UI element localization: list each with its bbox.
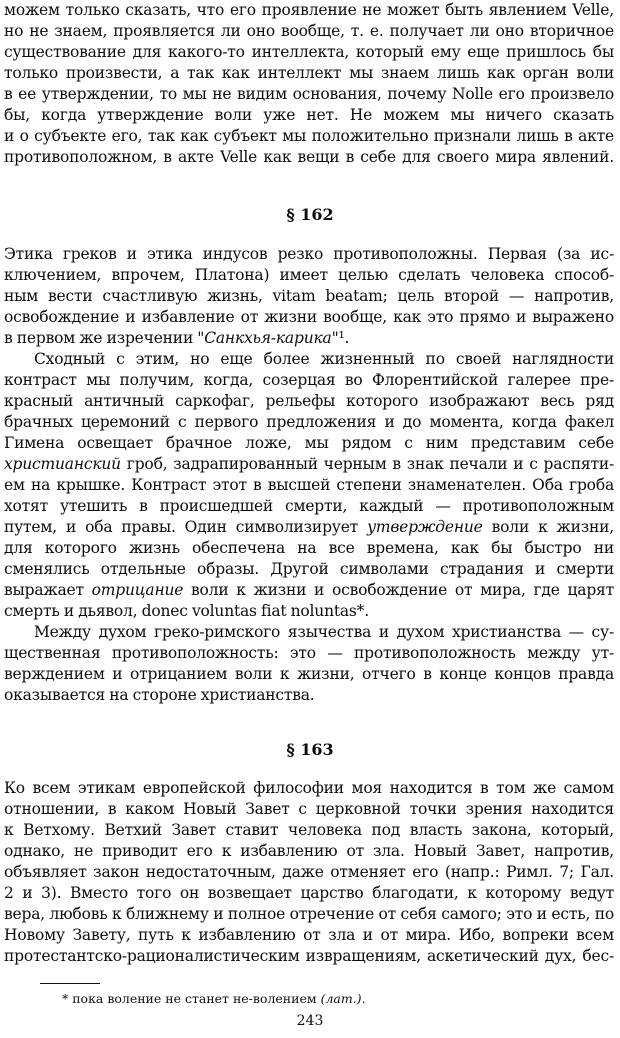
- text-line: христианский гроб, задрапированный черным в знак печали и с распяти-: [4, 455, 614, 473]
- text-line: существование для какого-то интеллекта, который ему еще пришлось бы: [4, 43, 614, 61]
- page-number: 243: [296, 1013, 324, 1029]
- text-line: для которого жизнь обеспечена на все времена, как бы быстро ни: [4, 539, 614, 557]
- text-line: но не знаем, проявляется ли оно вообще, т. е. получает ли оно вторичное: [4, 22, 614, 40]
- text-line: Гимена освещает брачное ложе, мы рядом с ним представим себе: [4, 434, 614, 452]
- text-line: в ее утверждении, то мы не видим основания, почему Nolle его произвело: [4, 85, 614, 103]
- text-line: Ко всем этикам европейской философии моя находится в том же самом: [4, 779, 614, 797]
- text-line: Между духом греко-римского язычества и духом христианства — су-: [34, 623, 614, 641]
- text-line: смерть и дьявол, donec voluntas fiat noluntas*.: [4, 602, 369, 620]
- text-line: оказывается на стороне христианства.: [4, 686, 315, 704]
- text-line: щественная противоположность: это — противоположность между ут-: [4, 644, 614, 662]
- text-line: протестантско-рационалистическим извращениям, аскетический дух, бес-: [4, 947, 614, 965]
- text-line: ключением, впрочем, Платона) имеет целью сделать человека способ-: [4, 266, 614, 284]
- section-heading-162: § 162: [286, 205, 334, 224]
- text-line: сменялись отдельные образы. Другой символами страдания и смерти: [4, 560, 614, 578]
- footnote: * пока воление не станет не-волением (лат.).: [62, 991, 366, 1006]
- text-line: ным вести счастливую жизнь, vitam beatam; цель второй — напротив,: [4, 287, 614, 305]
- text-line: объявляет закон недостаточным, даже отменяет его (напр.: Римл. 7; Гал.: [4, 863, 614, 881]
- text-line: Этика греков и этика индусов резко противоположны. Первая (за ис-: [4, 245, 614, 263]
- text-line: хотят утешить в происшедшей смерти, каждый — противоположным: [4, 497, 614, 515]
- text-line: 2 и 3). Вместо того он возвещает царство благодати, к которому ведут: [4, 884, 614, 902]
- text-line: освобождение и избавление от жизни вообще, как это прямо и выражено: [4, 308, 614, 326]
- section-heading-163: § 163: [286, 740, 334, 759]
- text-line: путем, и оба правы. Один символизирует утверждение воли к жизни,: [4, 518, 614, 536]
- text-line: отношении, в каком Новый Завет с церковной точки зрения находится: [4, 800, 614, 818]
- text-line: можем только сказать, что его проявление не может быть явлением Velle,: [4, 1, 614, 19]
- text-line: вера, любовь к ближнему и полное отречение от себя самого; это и есть, по: [4, 905, 614, 923]
- text-line: однако, не приводит его к избавлению от зла. Новый Завет, напротив,: [4, 842, 614, 860]
- text-line: Сходный с этим, но еще более жизненный по своей наглядности: [34, 350, 614, 368]
- text-line: только произвести, а так как интеллект мы знаем лишь как орган воли: [4, 64, 614, 82]
- text-line: противоположном, в акте Velle как вещи в себе для своего мира явлений.: [4, 148, 614, 166]
- text-line: брачных церемоний с первого предложения и до момента, когда факел: [4, 413, 614, 431]
- text-line: и о субъекте его, так как субъект мы положительно признали лишь в акте: [4, 127, 614, 145]
- text-line: красный античный саркофаг, рельефы которого изображают весь ряд: [4, 392, 614, 410]
- text-line: в первом же изречении "Санкхья-карика"¹.: [4, 329, 350, 347]
- text-line: к Ветхому. Ветхий Завет ставит человека под власть закона, который,: [4, 821, 614, 839]
- text-line: бы, когда утверждение воли уже нет. Не можем мы ничего сказать: [4, 106, 614, 124]
- text-line: верждением и отрицанием воли к жизни, отчего в конце концов правда: [4, 665, 614, 683]
- footnote-divider: [40, 983, 100, 984]
- text-line: ем на крышке. Контраст этот в высшей степени знаменателен. Оба гроба: [4, 476, 614, 494]
- text-line: выражает отрицание воли к жизни и освобождение от мира, где царят: [4, 581, 614, 599]
- text-line: контраст мы получим, когда, созерцая во Флорентийской галерее пре-: [4, 371, 614, 389]
- text-line: Новому Завету, путь к избавлению от зла и от мира. Ибо, вопреки всем: [4, 926, 614, 944]
